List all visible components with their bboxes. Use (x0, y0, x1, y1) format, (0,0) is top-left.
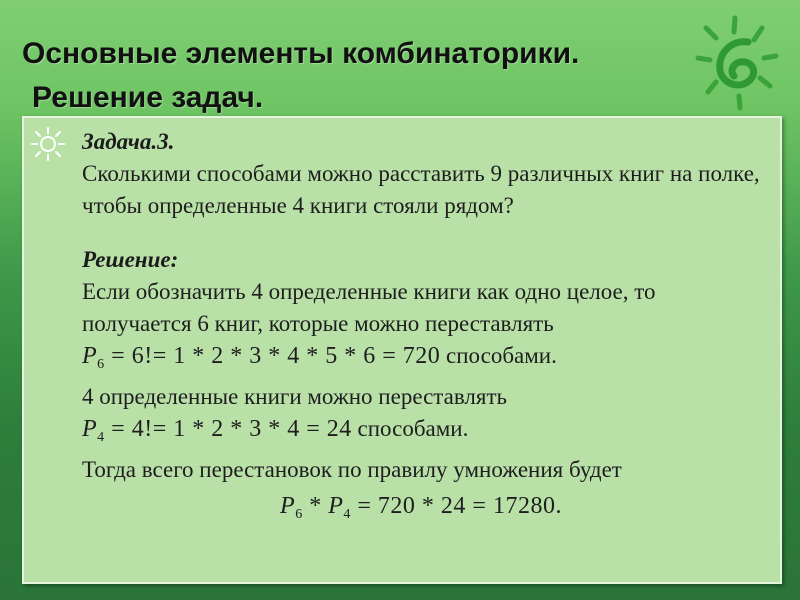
formula-p4-line (82, 413, 760, 454)
final-formula: $P_6 * P_4 = 720 * 24 = 17280$. (280, 493, 562, 522)
content-panel (22, 116, 782, 584)
solution-paragraph-3: Тогда всего перестановок по правилу умножения будет (82, 457, 622, 482)
formula-p4: $P_4 = 4!= 1 * 2 * 3 * 4 = 24$ (82, 416, 352, 445)
final-formula-line (82, 490, 760, 531)
solution-label: Решение: (82, 247, 179, 272)
page-title (22, 32, 579, 120)
green-sun-logo-icon (690, 14, 780, 114)
sun-outline-icon (30, 126, 66, 162)
formula-p6-tail: способами. (440, 343, 557, 368)
formula-p6-line (82, 340, 760, 381)
task-text: Сколькими способами можно расставить 9 различных книг на полке, чтобы определенные 4 книги стояли рядом? (82, 161, 760, 218)
solution-paragraph-2: 4 определенные книги можно переставлять (82, 384, 508, 409)
solution-paragraph-1: Если обозначить 4 определенные книги как одно целое, то получается 6 книг, которые можно переставлять (82, 279, 656, 336)
formula-p4-tail: способами. (351, 416, 469, 441)
task-label: Задача.3. (82, 129, 175, 154)
task-content (82, 126, 760, 531)
title-line-1: Основные элементы комбинаторики. (22, 37, 580, 70)
formula-p6: $P_6 = 6!= 1 * 2 * 3 * 4 * 5 * 6 = 720$ (82, 343, 441, 372)
title-line-2: Решение задач. (32, 81, 264, 114)
